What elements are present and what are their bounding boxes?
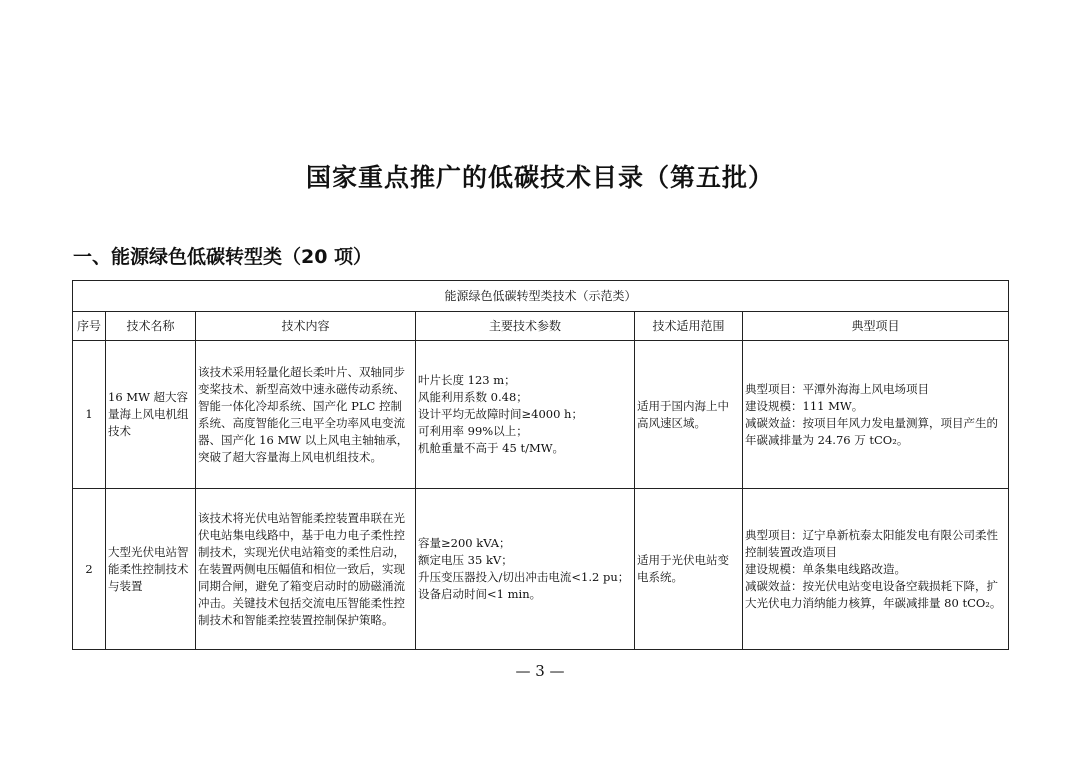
table-caption: 能源绿色低碳转型类技术（示范类） <box>73 281 1009 312</box>
row-number: 2 <box>73 489 106 650</box>
table-row <box>73 489 1009 650</box>
tech-name: 大型光伏电站智能柔性控制技术与装置 <box>106 489 196 650</box>
header-no: 序号 <box>73 312 106 341</box>
page-number: — 3 — <box>515 662 565 680</box>
typical-project: 典型项目：辽宁阜新杭泰太阳能发电有限公司柔性控制装置改造项目 建设规模：单条集电线路改造。 减碳效益：按光伏电站变电设备空载损耗下降，扩大光伏电力消纳能力核算，年碳减排量 80 tCO₂。 <box>743 489 1009 650</box>
header-content: 技术内容 <box>196 312 416 341</box>
tech-params: 容量≥200 kVA； 额定电压 35 kV； 升压变压器投入/切出冲击电流<1.2 pu； 设备启动时间<1 min。 <box>416 489 635 650</box>
header-params: 主要技术参数 <box>416 312 635 341</box>
document-title: 国家重点推广的低碳技术目录（第五批） <box>305 163 774 192</box>
tech-scope: 适用于光伏电站变电系统。 <box>635 489 743 650</box>
tech-name: 16 MW 超大容量海上风电机组技术 <box>106 341 196 489</box>
section-heading: 一、能源绿色低碳转型类（20 项） <box>73 246 373 268</box>
header-name: 技术名称 <box>106 312 196 341</box>
tech-content: 该技术将光伏电站智能柔控装置串联在光伏电站集电线路中，基于电力电子柔性控制技术，实现光伏电站箱变的柔性启动，在装置两侧电压幅值和相位一致后，实现同期合闸，避免了箱变启动时的励磁涌流冲击。关键技术包括交流电压智能柔性控制技术和智能柔控装置控制保护策略。 <box>196 489 416 650</box>
technology-table <box>72 280 1009 650</box>
table-header-row <box>73 312 1009 341</box>
header-scope: 技术适用范围 <box>635 312 743 341</box>
table-caption-row <box>73 281 1009 312</box>
tech-scope: 适用于国内海上中高风速区域。 <box>635 341 743 489</box>
typical-project: 典型项目：平潭外海海上风电场项目 建设规模：111 MW。 减碳效益：按项目年风力发电量测算，项目产生的年碳减排量为 24.76 万 tCO₂。 <box>743 341 1009 489</box>
tech-params: 叶片长度 123 m； 风能利用系数 0.48； 设计平均无故障时间≥4000 h； 可利用率 99%以上； 机舱重量不高于 45 t/MW。 <box>416 341 635 489</box>
header-project: 典型项目 <box>743 312 1009 341</box>
tech-content: 该技术采用轻量化超长柔叶片、双轴同步变桨技术、新型高效中速永磁传动系统、智能一体化冷却系统、国产化 PLC 控制系统、高度智能化三电平全功率风电变流器、国产化 16 MW 以上风电主轴轴承，突破了超大容量海上风电机组技术。 <box>196 341 416 489</box>
row-number: 1 <box>73 341 106 489</box>
table-row <box>73 341 1009 489</box>
